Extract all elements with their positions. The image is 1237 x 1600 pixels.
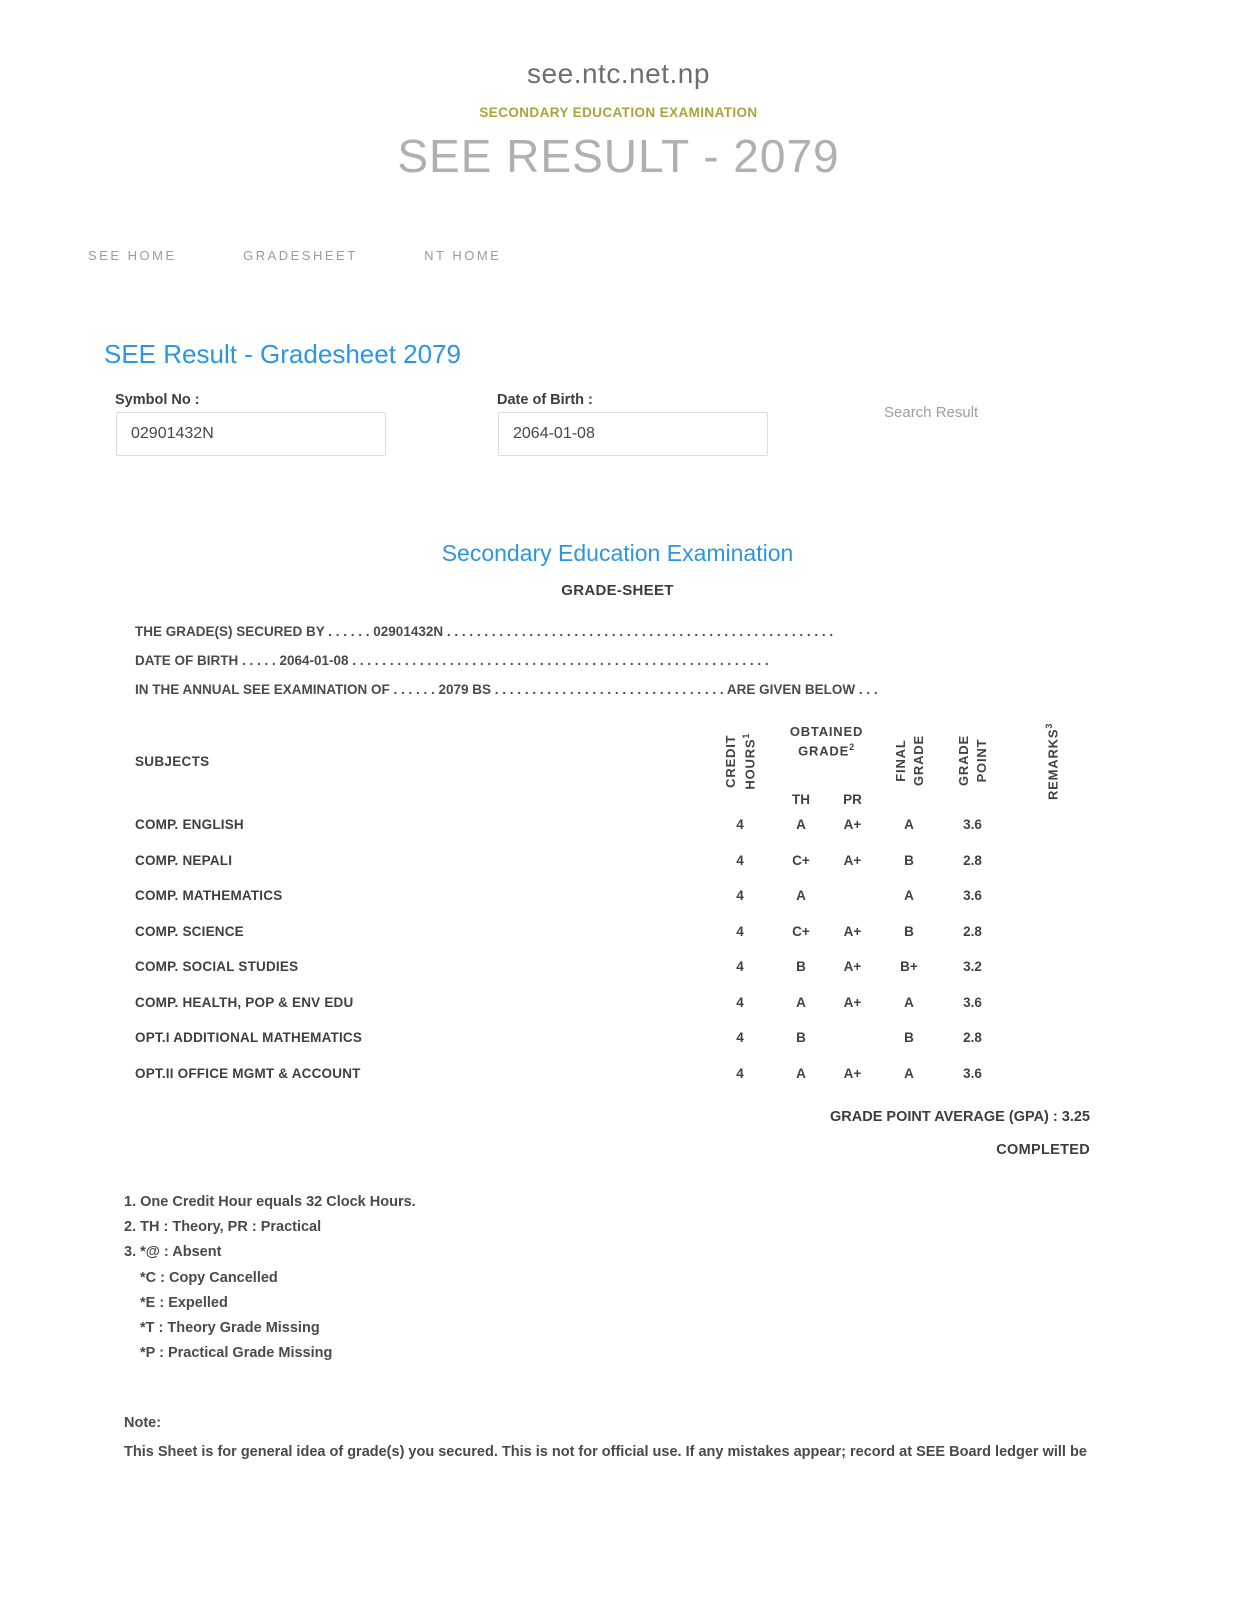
statement-date-of-birth: DATE OF BIRTH . . . . . 2064-01-08 . . . . . . . . . . . . . . . . . . . . . . . . . . . . . . . . . . . . . . . . . . . . . . . . . . . . . . . . — [135, 653, 769, 668]
main-content — [0, 339, 1237, 1460]
col-header-grade-point: GRADE POINT — [955, 735, 989, 787]
cell-pr-grade: A+ — [843, 959, 862, 975]
cell-subject: COMP. NEPALI — [135, 852, 233, 868]
cell-credit: 4 — [736, 959, 744, 975]
masthead — [0, 0, 1237, 183]
dob-field-group — [486, 392, 768, 456]
footnote-theory-missing: *T : Theory Grade Missing — [140, 1320, 320, 1337]
table-row — [135, 949, 1100, 985]
cell-th-grade: A — [796, 888, 806, 904]
cell-credit: 4 — [736, 888, 744, 904]
completion-status: COMPLETED — [996, 1142, 1090, 1158]
search-result-button[interactable]: Search Result — [884, 404, 979, 421]
symbol-input[interactable] — [116, 412, 386, 456]
cell-grade-point: 3.6 — [963, 994, 982, 1010]
table-row — [135, 843, 1100, 879]
cell-subject: COMP. SOCIAL STUDIES — [135, 959, 299, 975]
footnotes-section — [124, 1190, 1237, 1366]
statement-exam-year: IN THE ANNUAL SEE EXAMINATION OF . . . . . . 2079 BS . . . . . . . . . . . . . . . . . . . . . . . . . . . . . . . ARE GIVEN BELOW . . . — [135, 682, 878, 697]
cell-subject: COMP. MATHEMATICS — [135, 888, 283, 904]
nav-nt-home[interactable]: NT HOME — [424, 248, 502, 263]
col-header-subjects: SUBJECTS — [135, 753, 210, 769]
col-header-final-grade: FINAL GRADE — [892, 735, 925, 787]
cell-pr-grade: A+ — [843, 1065, 862, 1081]
page-title: SEE RESULT - 2079 — [397, 130, 840, 182]
cell-th-grade: C+ — [792, 923, 810, 939]
cell-th-grade: A — [796, 1065, 806, 1081]
cell-th-grade: B — [796, 1030, 806, 1046]
col-header-obtained-grade: OBTAINED GRADE$^2$ TH PR — [775, 715, 878, 807]
dob-label: Date of Birth : — [497, 392, 593, 408]
cell-grade-point: 3.6 — [963, 888, 982, 904]
site-title: see.ntc.net.np — [527, 58, 710, 89]
cell-grade-point: 2.8 — [963, 923, 982, 939]
statement-grades-secured: THE GRADE(S) SECURED BY . . . . . . 02901432N . . . . . . . . . . . . . . . . . . . . . . . . . . . . . . . . . . . . . . . . . . . . . . . . . . . . — [135, 624, 834, 639]
exam-subtitle: SECONDARY EDUCATION EXAMINATION — [479, 105, 758, 120]
cell-grade-point: 3.6 — [963, 817, 982, 833]
cell-final-grade: B — [904, 923, 914, 939]
cell-subject: COMP. HEALTH, POP & ENV EDU — [135, 994, 354, 1010]
note-text: This Sheet is for general idea of grade(s) you secured. This is not for official use. If any mistakes appear; record at SEE Board ledger will be — [124, 1444, 1087, 1461]
nav-see-home[interactable]: SEE HOME — [88, 248, 177, 263]
cell-final-grade: B — [904, 1030, 914, 1046]
cell-credit: 4 — [736, 852, 744, 868]
cell-pr-grade: A+ — [843, 994, 862, 1010]
footnote-practical-missing: *P : Practical Grade Missing — [140, 1345, 333, 1362]
footnote-expelled: *E : Expelled — [140, 1294, 228, 1311]
col-header-pr: PR — [843, 792, 862, 807]
footnote-copy-cancelled: *C : Copy Cancelled — [140, 1269, 278, 1286]
nav-gradesheet[interactable]: GRADESHEET — [243, 248, 358, 263]
grades-table-header — [135, 715, 1100, 807]
footnote-th-pr: 2. TH : Theory, PR : Practical — [124, 1219, 322, 1236]
cell-subject: OPT.I ADDITIONAL MATHEMATICS — [135, 1030, 363, 1046]
cell-th-grade: A — [796, 994, 806, 1010]
cell-credit: 4 — [736, 994, 744, 1010]
cell-grade-point: 2.8 — [963, 852, 982, 868]
symbol-field-group — [104, 392, 386, 456]
cell-final-grade: A — [904, 888, 914, 904]
cell-final-grade: B — [904, 852, 914, 868]
col-header-remarks: REMARKS$^3$ — [1044, 722, 1061, 800]
cell-credit: 4 — [736, 1065, 744, 1081]
cell-final-grade: B+ — [900, 959, 918, 975]
cell-th-grade: C+ — [792, 852, 810, 868]
cell-th-grade: B — [796, 959, 806, 975]
cell-pr-grade: A+ — [843, 923, 862, 939]
footnote-absent: 3. *@ : Absent — [124, 1244, 222, 1261]
table-row — [135, 985, 1100, 1021]
cell-pr-grade: A+ — [843, 817, 862, 833]
note-section — [124, 1415, 1237, 1460]
cell-grade-point: 2.8 — [963, 1030, 982, 1046]
col-header-credit-hours: CREDIT HOURS$^1$ — [722, 732, 757, 790]
table-row — [135, 914, 1100, 950]
gradesheet-heading: Secondary Education Examination — [441, 540, 794, 566]
cell-credit: 4 — [736, 817, 744, 833]
gradesheet-section — [135, 540, 1100, 1158]
cell-pr-grade: A+ — [843, 852, 862, 868]
table-row — [135, 807, 1100, 843]
main-nav — [88, 247, 1237, 265]
cell-grade-point: 3.6 — [963, 1065, 982, 1081]
cell-final-grade: A — [904, 994, 914, 1010]
cell-subject: OPT.II OFFICE MGMT & ACCOUNT — [135, 1065, 361, 1081]
col-header-th: TH — [792, 792, 810, 807]
cell-subject: COMP. SCIENCE — [135, 923, 244, 939]
table-row — [135, 878, 1100, 914]
cell-final-grade: A — [904, 817, 914, 833]
symbol-label: Symbol No : — [115, 392, 200, 408]
note-label: Note: — [124, 1415, 162, 1432]
footnote-credit-hour: 1. One Credit Hour equals 32 Clock Hours. — [124, 1194, 416, 1210]
cell-grade-point: 3.2 — [963, 959, 982, 975]
table-row — [135, 1020, 1100, 1056]
cell-th-grade: A — [796, 817, 806, 833]
cell-subject: COMP. ENGLISH — [135, 817, 244, 833]
dob-input[interactable] — [498, 412, 768, 456]
table-row — [135, 1056, 1100, 1092]
cell-credit: 4 — [736, 1030, 744, 1046]
gpa-summary: GRADE POINT AVERAGE (GPA) : 3.25 — [830, 1109, 1090, 1125]
search-form — [104, 392, 1237, 456]
cell-credit: 4 — [736, 923, 744, 939]
gradesheet-statements — [135, 624, 1100, 697]
gradesheet-subheading: GRADE-SHEET — [561, 582, 674, 599]
result-heading: SEE Result - Gradesheet 2079 — [104, 339, 461, 369]
cell-final-grade: A — [904, 1065, 914, 1081]
